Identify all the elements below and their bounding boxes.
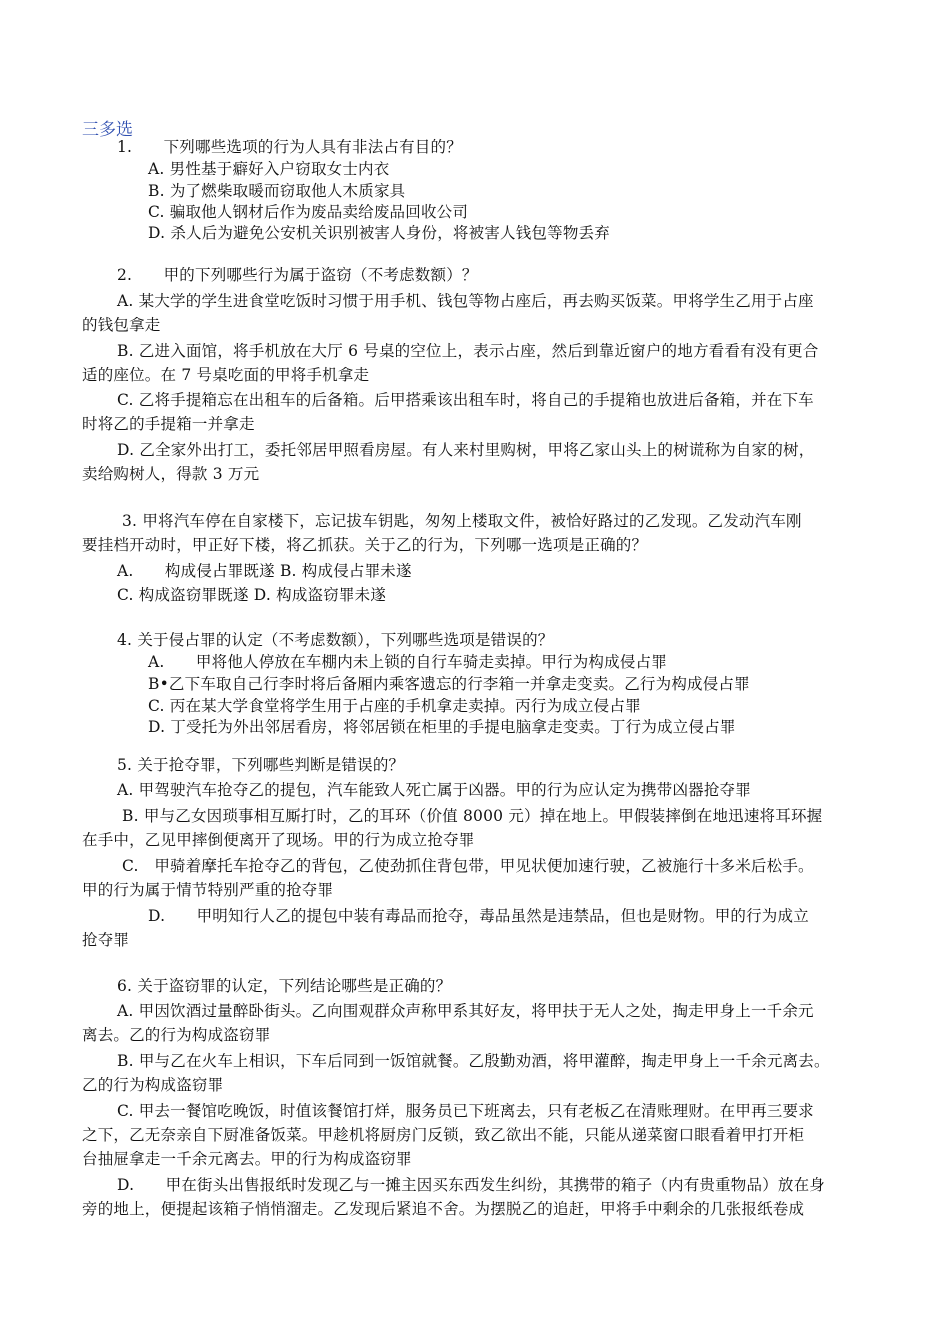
q6-option-c-cont2: 台抽屉拿走一千余元离去。甲的行为构成盗窃罪 — [82, 1150, 412, 1168]
q5-option-a: A. 甲驾驶汽车抢夺乙的提包，汽车能致人死亡属于凶器。甲的行为应认定为携带凶器抢夺罪 — [117, 781, 751, 799]
q2-option-a-cont: 的钱包拿走 — [82, 316, 161, 334]
section-title: 三多选 — [82, 120, 133, 140]
q2-option-a: A. 某大学的学生进食堂吃饭时习惯于用手机、钱包等物占座后，再去购买饭菜。甲将学生乙用于占座 — [117, 292, 814, 310]
q6-option-b-cont: 乙的行为构成盗窃罪 — [82, 1076, 224, 1094]
q4-option-a: A. 甲将他人停放在车棚内未上锁的自行车骑走卖掉。甲行为构成侵占罪 — [148, 653, 667, 671]
q2-stem: 2. 甲的下列哪些行为属于盗窃（不考虑数额）？ — [117, 266, 478, 284]
q2-option-d: D. 乙全家外出打工，委托邻居甲照看房屋。有人来村里购树，甲将乙家山头上的树谎称为自家的树， — [117, 441, 815, 459]
q5-option-c: C. 甲骑着摩托车抢夺乙的背包，乙使劲抓住背包带，甲见状便加速行驶，乙被施行十多米后松手。 — [122, 857, 814, 875]
q5-option-d: D. 甲明知行人乙的提包中装有毒品而抢夺，毒品虽然是违禁品，但也是财物。甲的行为成立 — [148, 907, 809, 925]
q3-options-ab: A. 构成侵占罪既遂 B. 构成侵占罪未遂 — [117, 562, 412, 580]
q1-option-c: C. 骗取他人钢材后作为废品卖给废品回收公司 — [148, 203, 469, 221]
q4-stem: 4. 关于侵占罪的认定（不考虑数额），下列哪些选项是错误的？ — [117, 631, 554, 649]
q6-option-c: C. 甲去一餐馆吃晚饭，时值该餐馆打烊，服务员已下班离去，只有老板乙在清账理财。在甲再三要求 — [117, 1102, 814, 1120]
q2-option-b-cont: 适的座位。在 7 号桌吃面的甲将手机拿走 — [82, 366, 370, 384]
q3-stem-cont: 要挂档开动时，甲正好下楼，将乙抓获。关于乙的行为，下列哪一选项是正确的？ — [82, 536, 648, 554]
q5-stem: 5. 关于抢夺罪，下列哪些判断是错误的？ — [117, 756, 405, 774]
q3-stem: 3. 甲将汽车停在自家楼下，忘记拔车钥匙，匆匆上楼取文件，被恰好路过的乙发现。乙发动汽车刚 — [122, 512, 802, 530]
q4-option-b: B•乙下车取自己行李时将后备厢内乘客遗忘的行李箱一并拿走变卖。乙行为构成侵占罪 — [148, 675, 750, 693]
q6-option-a: A. 甲因饮酒过量醉卧街头。乙向围观群众声称甲系其好友，将甲扶于无人之处，掏走甲身上一千余元 — [117, 1002, 814, 1020]
q5-option-d-cont: 抢夺罪 — [82, 931, 130, 949]
q6-option-c-cont1: 之下，乙无奈亲自下厨准备饭菜。甲趁机将厨房门反锁，致乙欲出不能，只能从递菜窗口眼看着甲打开柜 — [82, 1126, 805, 1144]
q6-option-a-cont: 离去。乙的行为构成盗窃罪 — [82, 1026, 271, 1044]
q6-option-d: D. 甲在街头出售报纸时发现乙与一摊主因买东西发生纠纷，其携带的箱子（内有贵重物品）放在身 — [117, 1176, 826, 1194]
q1-option-d: D. 杀人后为避免公安机关识别被害人身份，将被害人钱包等物丢弃 — [148, 224, 610, 242]
q6-option-d-cont: 旁的地上，便提起该箱子悄悄溜走。乙发现后紧追不舍。为摆脱乙的追赶，甲将手中剩余的几张报纸卷成 — [82, 1200, 805, 1218]
q3-options-cd: C. 构成盗窃罪既遂 D. 构成盗窃罪未遂 — [117, 586, 387, 604]
q5-option-b-cont: 在手中，乙见甲摔倒便离开了现场。甲的行为成立抢夺罪 — [82, 831, 475, 849]
q5-option-c-cont: 甲的行为属于情节特别严重的抢夺罪 — [82, 881, 334, 899]
q1-stem: 1. 下列哪些选项的行为人具有非法占有目的？ — [117, 138, 462, 156]
q6-stem: 6. 关于盗窃罪的认定，下列结论哪些是正确的？ — [117, 977, 452, 995]
q1-option-b: B. 为了燃柴取暖而窃取他人木质家具 — [148, 182, 406, 200]
q4-option-d: D. 丁受托为外出邻居看房，将邻居锁在柜里的手提电脑拿走变卖。丁行为成立侵占罪 — [148, 718, 736, 736]
q2-option-d-cont: 卖给购树人，得款 3 万元 — [82, 465, 260, 483]
q2-option-b: B. 乙进入面馆，将手机放在大厅 6 号桌的空位上，表示占座，然后到靠近窗户的地方看看有没有更合 — [117, 342, 819, 360]
q5-option-b: B. 甲与乙女因琐事相互厮打时，乙的耳环（价值 8000 元）掉在地上。甲假装摔倒在地迅速将耳环握 — [122, 807, 823, 825]
q2-option-c: C. 乙将手提箱忘在出租车的后备箱。后甲搭乘该出租车时，将自己的手提箱也放进后备箱，并在下车 — [117, 391, 814, 409]
q2-option-c-cont: 时将乙的手提箱一并拿走 — [82, 415, 255, 433]
q6-option-b: B. 甲与乙在火车上相识，下车后同到一饭馆就餐。乙殷勤劝酒，将甲灌醉，掏走甲身上一千余元离去。 — [117, 1052, 830, 1070]
q4-option-c: C. 丙在某大学食堂将学生用于占座的手机拿走卖掉。丙行为成立侵占罪 — [148, 697, 641, 715]
q1-option-a: A. 男性基于癖好入户窃取女士内衣 — [148, 160, 390, 178]
